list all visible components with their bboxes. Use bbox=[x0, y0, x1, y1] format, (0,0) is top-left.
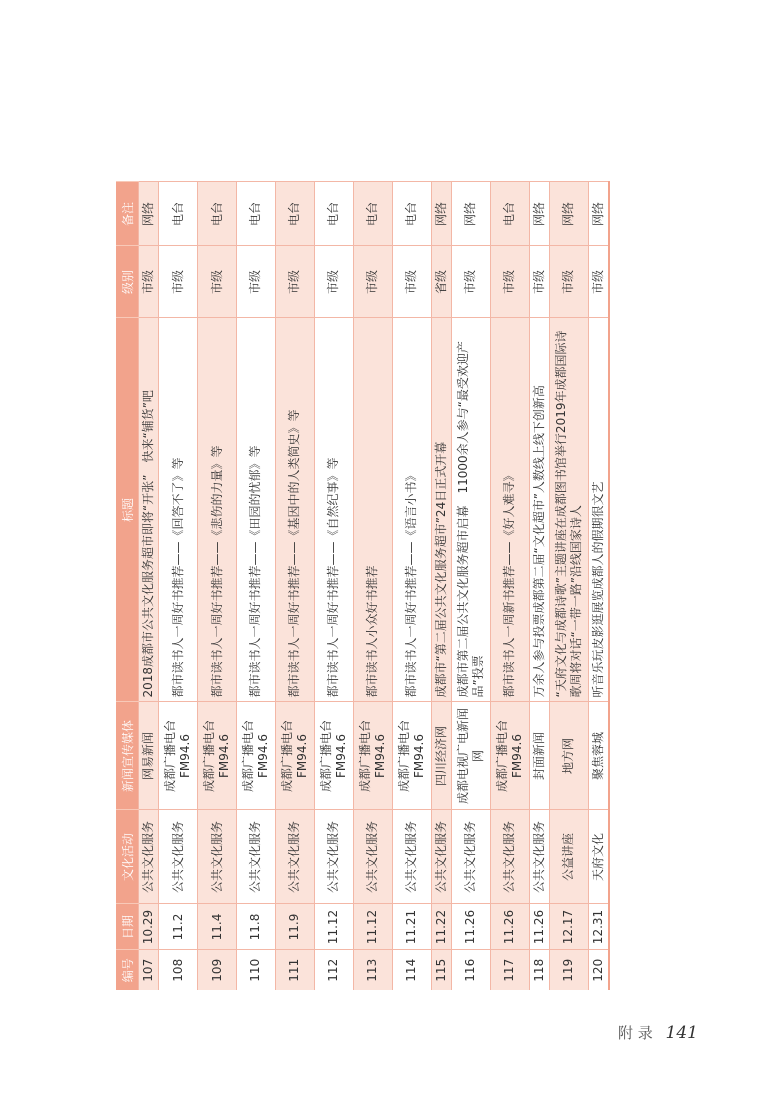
cell-level: 市级 bbox=[549, 246, 588, 318]
cell-activity: 公共文化服务 bbox=[353, 810, 392, 904]
table-body bbox=[139, 182, 610, 990]
cell-date: 11.9 bbox=[275, 904, 314, 950]
cell-level: 市级 bbox=[392, 246, 431, 318]
cell-no: 120 bbox=[588, 950, 609, 990]
cell-activity: 公共文化服务 bbox=[275, 810, 314, 904]
cell-level: 市级 bbox=[198, 246, 237, 318]
cell-activity: 公共文化服务 bbox=[139, 810, 159, 904]
header-note: 备注 bbox=[116, 182, 139, 246]
cell-no: 107 bbox=[139, 950, 159, 990]
cell-title: 成都市第二届公共文化服务超市启幕 11000余人参与“最受欢迎产品”投票 bbox=[451, 318, 490, 702]
cell-activity: 公共文化服务 bbox=[451, 810, 490, 904]
cell-no: 113 bbox=[353, 950, 392, 990]
cell-level: 市级 bbox=[588, 246, 609, 318]
table-header-row bbox=[116, 182, 139, 990]
cell-note: 电台 bbox=[236, 182, 275, 246]
cell-note: 电台 bbox=[392, 182, 431, 246]
cell-title: 都市读书人一周好书推荐——《自然纪事》等 bbox=[314, 318, 353, 702]
cell-title: 都市读书人一周好书推荐——《基因中的人类简史》等 bbox=[275, 318, 314, 702]
cell-date: 10.29 bbox=[139, 904, 159, 950]
cell-activity: 公共文化服务 bbox=[392, 810, 431, 904]
cell-no: 119 bbox=[549, 950, 588, 990]
cell-no: 116 bbox=[451, 950, 490, 990]
cell-activity: 公共文化服务 bbox=[236, 810, 275, 904]
table-row bbox=[588, 182, 609, 990]
cell-level: 市级 bbox=[529, 246, 549, 318]
cell-no: 114 bbox=[392, 950, 431, 990]
cell-media: 聚焦蓉城 bbox=[588, 702, 609, 810]
cell-date: 11.12 bbox=[353, 904, 392, 950]
footer-label: 附 录 bbox=[617, 1024, 653, 1042]
cell-media: 成都电视广电新闻网 bbox=[451, 702, 490, 810]
cell-media: 成都广播电台FM94.6 bbox=[236, 702, 275, 810]
cell-media: 成都广播电台FM94.6 bbox=[353, 702, 392, 810]
cell-media: 网易新闻 bbox=[139, 702, 159, 810]
cell-no: 112 bbox=[314, 950, 353, 990]
table-row bbox=[314, 182, 353, 990]
cell-no: 110 bbox=[236, 950, 275, 990]
cell-note: 电台 bbox=[275, 182, 314, 246]
cell-no: 117 bbox=[490, 950, 529, 990]
table-row bbox=[490, 182, 529, 990]
cell-level: 市级 bbox=[490, 246, 529, 318]
publicity-table bbox=[116, 182, 610, 991]
cell-media: 成都广播电台FM94.6 bbox=[275, 702, 314, 810]
table-row bbox=[392, 182, 431, 990]
cell-note: 网络 bbox=[529, 182, 549, 246]
cell-level: 市级 bbox=[353, 246, 392, 318]
cell-activity: 公共文化服务 bbox=[431, 810, 451, 904]
cell-title: 万余人参与投票成都第二届“文化超市”人数线上线下创新高 bbox=[529, 318, 549, 702]
cell-title: 成都市“第二届公共文化服务超市”24日正式开幕 bbox=[431, 318, 451, 702]
cell-activity: 公共文化服务 bbox=[314, 810, 353, 904]
cell-date: 11.26 bbox=[490, 904, 529, 950]
cell-title: 2018成都市公共文化服务超市即将“开张” 快来“铺货”吧 bbox=[139, 318, 159, 702]
table-row bbox=[275, 182, 314, 990]
cell-note: 网络 bbox=[139, 182, 159, 246]
cell-media: 地方网 bbox=[549, 702, 588, 810]
cell-level: 市级 bbox=[314, 246, 353, 318]
rotated-table-wrapper bbox=[116, 182, 610, 990]
table-row bbox=[198, 182, 237, 990]
header-title: 标题 bbox=[116, 318, 139, 702]
cell-date: 11.8 bbox=[236, 904, 275, 950]
cell-media: 成都广播电台FM94.6 bbox=[314, 702, 353, 810]
cell-date: 11.21 bbox=[392, 904, 431, 950]
cell-note: 电台 bbox=[490, 182, 529, 246]
cell-title: 都市读书人一周好书推荐——《田园的忧郁》等 bbox=[236, 318, 275, 702]
cell-level: 市级 bbox=[451, 246, 490, 318]
cell-no: 108 bbox=[159, 950, 198, 990]
cell-title: 都市读书人一周好书推荐——《语言小书》 bbox=[392, 318, 431, 702]
cell-title: 都市读书人一周好书推荐——《悲伤的力量》等 bbox=[198, 318, 237, 702]
header-media: 新闻宣传媒体 bbox=[116, 702, 139, 810]
header-level: 级别 bbox=[116, 246, 139, 318]
cell-media: 成都广播电台FM94.6 bbox=[490, 702, 529, 810]
cell-note: 网络 bbox=[588, 182, 609, 246]
cell-no: 118 bbox=[529, 950, 549, 990]
cell-note: 电台 bbox=[353, 182, 392, 246]
cell-title: “天府文化与成都诗歌”主题讲座在成都图书馆举行2019年成都国际诗歌周将对话“一带一路”沿线国家诗人 bbox=[549, 318, 588, 702]
cell-activity: 公共文化服务 bbox=[198, 810, 237, 904]
cell-date: 11.26 bbox=[529, 904, 549, 950]
table-row bbox=[353, 182, 392, 990]
table-row bbox=[529, 182, 549, 990]
header-date: 日期 bbox=[116, 904, 139, 950]
page-number: 141 bbox=[665, 1023, 698, 1043]
cell-title: 听音乐玩皮影逛展览成都人的假期很文艺 bbox=[588, 318, 609, 702]
cell-media: 封面新闻 bbox=[529, 702, 549, 810]
cell-activity: 公共文化服务 bbox=[490, 810, 529, 904]
cell-level: 市级 bbox=[275, 246, 314, 318]
cell-title: 都市读书人一周新书推荐——《好人难寻》 bbox=[490, 318, 529, 702]
cell-media: 成都广播电台FM94.6 bbox=[159, 702, 198, 810]
cell-media: 成都广播电台FM94.6 bbox=[392, 702, 431, 810]
cell-date: 12.31 bbox=[588, 904, 609, 950]
cell-level: 省级 bbox=[431, 246, 451, 318]
cell-date: 11.2 bbox=[159, 904, 198, 950]
cell-activity: 天府文化 bbox=[588, 810, 609, 904]
cell-date: 12.17 bbox=[549, 904, 588, 950]
cell-note: 网络 bbox=[451, 182, 490, 246]
table-row bbox=[451, 182, 490, 990]
cell-note: 网络 bbox=[431, 182, 451, 246]
cell-media: 四川经济网 bbox=[431, 702, 451, 810]
header-no: 编号 bbox=[116, 950, 139, 990]
cell-media: 成都广播电台FM94.6 bbox=[198, 702, 237, 810]
cell-no: 115 bbox=[431, 950, 451, 990]
cell-note: 电台 bbox=[159, 182, 198, 246]
table-row bbox=[159, 182, 198, 990]
cell-no: 111 bbox=[275, 950, 314, 990]
cell-date: 11.12 bbox=[314, 904, 353, 950]
page-footer bbox=[618, 1022, 698, 1043]
cell-title: 都市读书人小众好书推荐 bbox=[353, 318, 392, 702]
cell-level: 市级 bbox=[159, 246, 198, 318]
cell-title: 都市读书人一周好书推荐——《回答不了》等 bbox=[159, 318, 198, 702]
cell-date: 11.22 bbox=[431, 904, 451, 950]
cell-activity: 公共文化服务 bbox=[159, 810, 198, 904]
cell-note: 网络 bbox=[549, 182, 588, 246]
cell-date: 11.26 bbox=[451, 904, 490, 950]
cell-note: 电台 bbox=[314, 182, 353, 246]
cell-no: 109 bbox=[198, 950, 237, 990]
table-row bbox=[431, 182, 451, 990]
cell-date: 11.4 bbox=[198, 904, 237, 950]
cell-level: 市级 bbox=[139, 246, 159, 318]
cell-level: 市级 bbox=[236, 246, 275, 318]
table-row bbox=[139, 182, 159, 990]
cell-activity: 公益讲座 bbox=[549, 810, 588, 904]
table-row bbox=[236, 182, 275, 990]
header-activity: 文化活动 bbox=[116, 810, 139, 904]
cell-note: 电台 bbox=[198, 182, 237, 246]
table-row bbox=[549, 182, 588, 990]
cell-activity: 公共文化服务 bbox=[529, 810, 549, 904]
